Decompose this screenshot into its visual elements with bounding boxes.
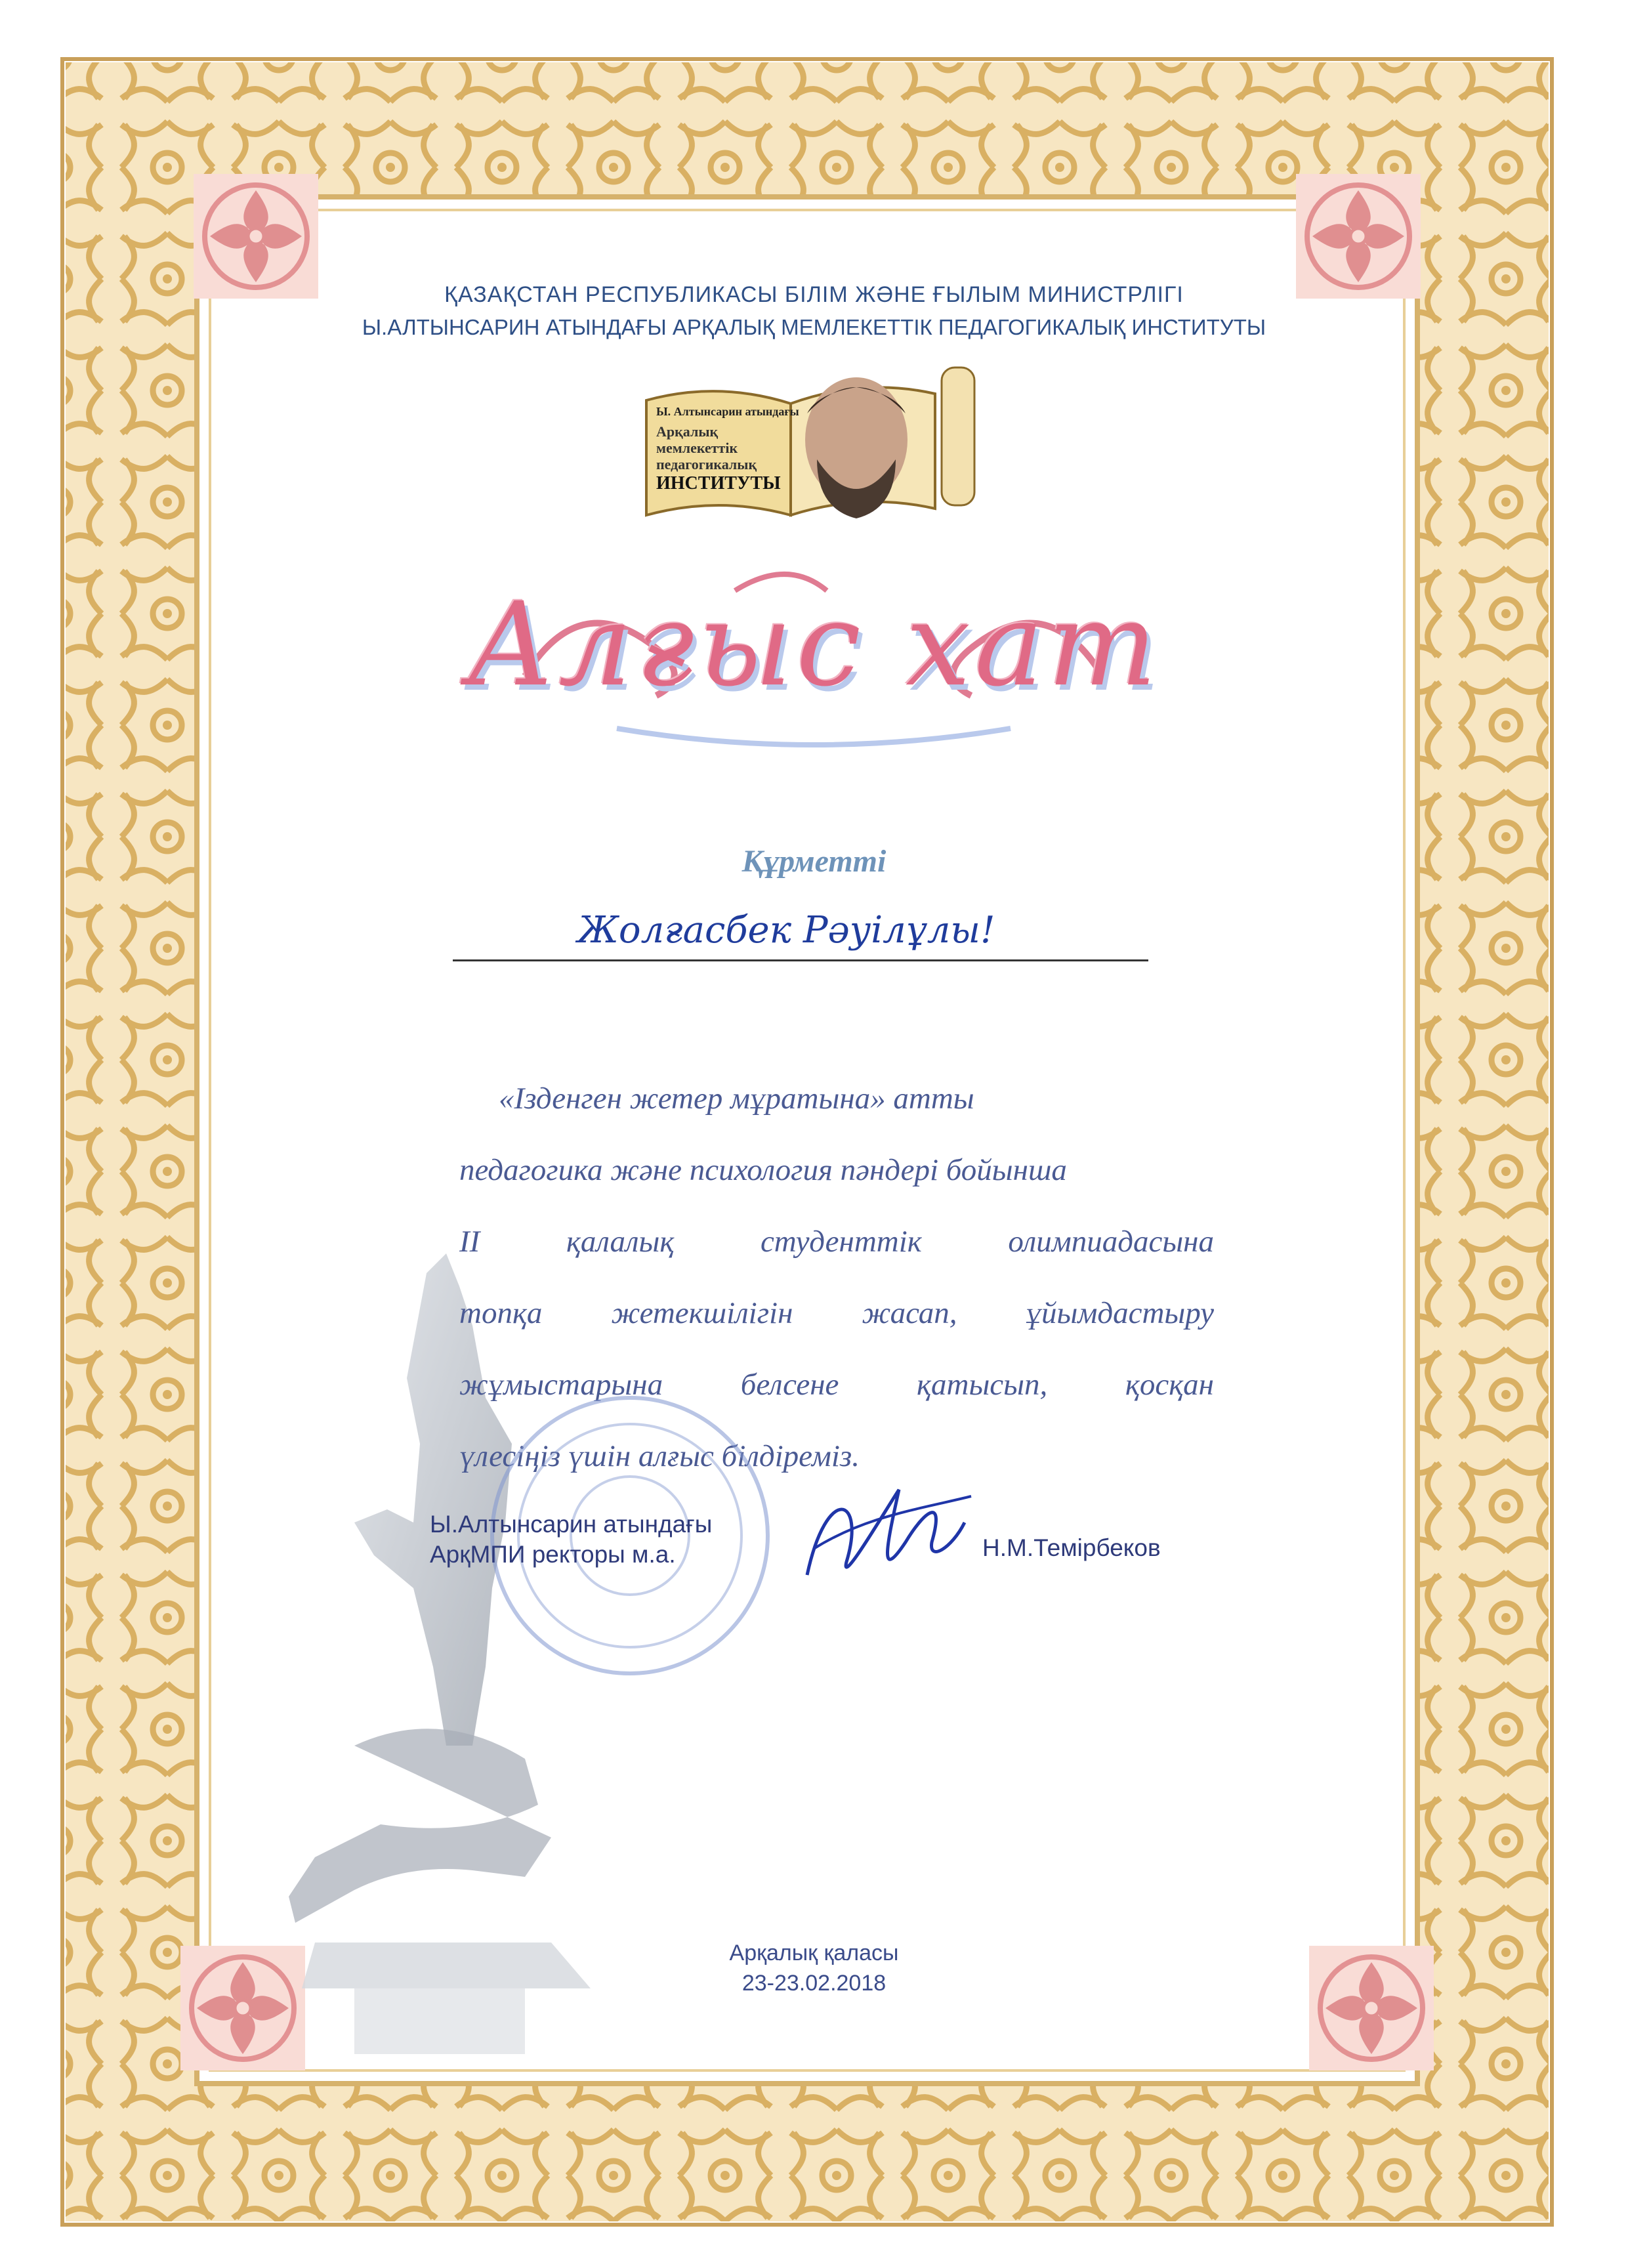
logo-line-4: педагогикалық — [656, 456, 757, 472]
salutation: Құрметті — [741, 844, 887, 879]
body-line: жұмыстарына белсене қатысып, қосқан — [459, 1368, 1214, 1402]
recipient-name: Жолғасбек Рәуілұлы! — [577, 909, 995, 952]
signatory-name: Н.М.Темірбеков — [982, 1534, 1161, 1561]
institute-heading: Ы.АЛТЫНСАРИН АТЫНДАҒЫ АРҚАЛЫҚ МЕМЛЕКЕТТІК ПЕДАГОГИКАЛЫҚ ИНСТИТУТЫ — [362, 315, 1266, 339]
logo-line-5: ИНСТИТУТЫ — [656, 473, 781, 494]
name-underline — [453, 959, 1148, 961]
city: Арқалық қаласы — [729, 1941, 899, 1965]
signature — [787, 1470, 984, 1601]
body-line: педагогика және психология пәндері бойынша — [459, 1153, 1067, 1187]
body-line: үлесіңіз үшін алғыс білдіреміз. — [459, 1439, 860, 1473]
body-line: топқа жетекшілігін жасап, ұйымдастыру — [459, 1296, 1214, 1330]
institute-logo — [640, 354, 1001, 532]
logo-line-3: мемлекеттік — [656, 440, 738, 456]
logo-line-1: Ы. Алтынсарин атындағы — [656, 405, 799, 418]
footer — [0, 1938, 1628, 1998]
date: 23-23.02.2018 — [741, 1971, 887, 1996]
position-line-1: Ы.Алтынсарин атындағы — [430, 1511, 713, 1538]
body-line: ІІ қалалық студенттік олимпиадасына — [459, 1225, 1214, 1259]
certificate-title: Алғыс хат — [467, 578, 1161, 712]
signatory-position — [430, 1509, 712, 1570]
position-line-2: АрқМПИ ректоры м.а. — [430, 1541, 676, 1568]
body-line: «Ізденген жетер мұратына» атты — [499, 1082, 974, 1116]
logo-line-2: Арқалық — [656, 423, 719, 440]
ministry-heading: ҚАЗАҚСТАН РЕСПУБЛИКАСЫ БІЛІМ ЖӘНЕ ҒЫЛЫМ МИНИСТРЛІГІ — [444, 282, 1184, 307]
